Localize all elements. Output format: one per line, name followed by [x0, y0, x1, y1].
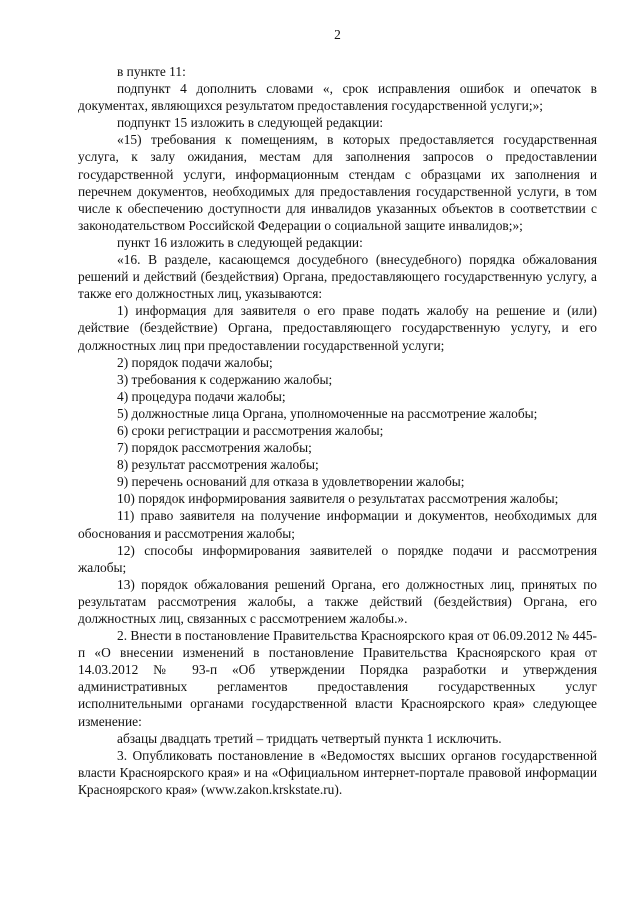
- paragraph: подпункт 15 изложить в следующей редакции:: [117, 115, 384, 131]
- list-item: 8) результат рассмотрения жалобы;: [117, 457, 319, 473]
- list-item: 9) перечень оснований для отказа в удовлетворении жалобы;: [117, 474, 465, 490]
- paragraph: «15) требования к помещениям, в которых предоставляется государственная услуга, к залу ожидания, местам для заполнения запросов о предоставлении государственной услуги, информационным стендам с образцами их заполнения и перечнем документов, необходимых для предоставления государственной услуги, в том числе к обеспечению доступности для инвалидов указанных объектов в соответствии с законодательством Российской Федерации о социальной защите инвалидов;»;: [78, 132, 597, 233]
- paragraph: 2. Внести в постановление Правительства Красноярского края от 06.09.2012 № 445-п «О внесении изменений в постановление Правительства Красноярского края от 14.03.2012 № 93-п «Об утверждении Порядка разработки и утверждения административных регламентов предоставления государственных услуг исполнительными органами государственной власти Красноярского края» следующее изменение:: [78, 628, 597, 729]
- document-body: [78, 63, 597, 798]
- list-item: 10) порядок информирования заявителя о результатах рассмотрения жалобы;: [117, 491, 559, 507]
- list-item: 3) требования к содержанию жалобы;: [117, 371, 333, 387]
- paragraph: подпункт 4 дополнить словами «, срок исправления ошибок и опечаток в документах, являющихся результатом предоставления государственной услуги;»;: [78, 81, 597, 114]
- list-item: 7) порядок рассмотрения жалобы;: [117, 440, 312, 456]
- list-item: 12) способы информирования заявителей о порядке подачи и рассмотрения жалобы;: [78, 542, 597, 575]
- list-item: 11) право заявителя на получение информации и документов, необходимых для обоснования и рассмотрения жалобы;: [78, 508, 597, 541]
- paragraph: абзацы двадцать третий – тридцать четвертый пункта 1 исключить.: [117, 730, 502, 746]
- list-item: 13) порядок обжалования решений Органа, его должностных лиц, принятых по результатам рассмотрения жалобы, а также действий (бездействия) Органа, его должностных лиц, связанных с рассмотрением жалобы.».: [78, 576, 597, 626]
- list-item: 5) должностные лица Органа, уполномоченные на рассмотрение жалобы;: [117, 405, 538, 421]
- paragraph: «16. В разделе, касающемся досудебного (внесудебного) порядка обжалования решений и действий (бездействия) Органа, предоставляющего государственную услугу, а также его должностных лиц, указываются:: [78, 252, 597, 302]
- paragraph: 3. Опубликовать постановление в «Ведомостях высших органов государственной власти Красноярского края» и на «Официальном интернет-портале правовой информации Красноярского края» (www.zakon.krskstate.ru).: [78, 747, 597, 797]
- paragraph: в пункте 11:: [117, 64, 186, 79]
- list-item: 4) процедура подачи жалобы;: [117, 388, 286, 404]
- page-number: 2: [334, 27, 341, 42]
- paragraph: пункт 16 изложить в следующей редакции:: [117, 234, 363, 250]
- list-item: 1) информация для заявителя о его праве подать жалобу на решение и (или) действие (бездействие) Органа, предоставляющего государственную услугу, и его должностных лиц при предоставлении государственной услуги;: [78, 303, 597, 353]
- list-item: 6) сроки регистрации и рассмотрения жалобы;: [117, 422, 384, 438]
- list-item: 2) порядок подачи жалобы;: [117, 354, 273, 370]
